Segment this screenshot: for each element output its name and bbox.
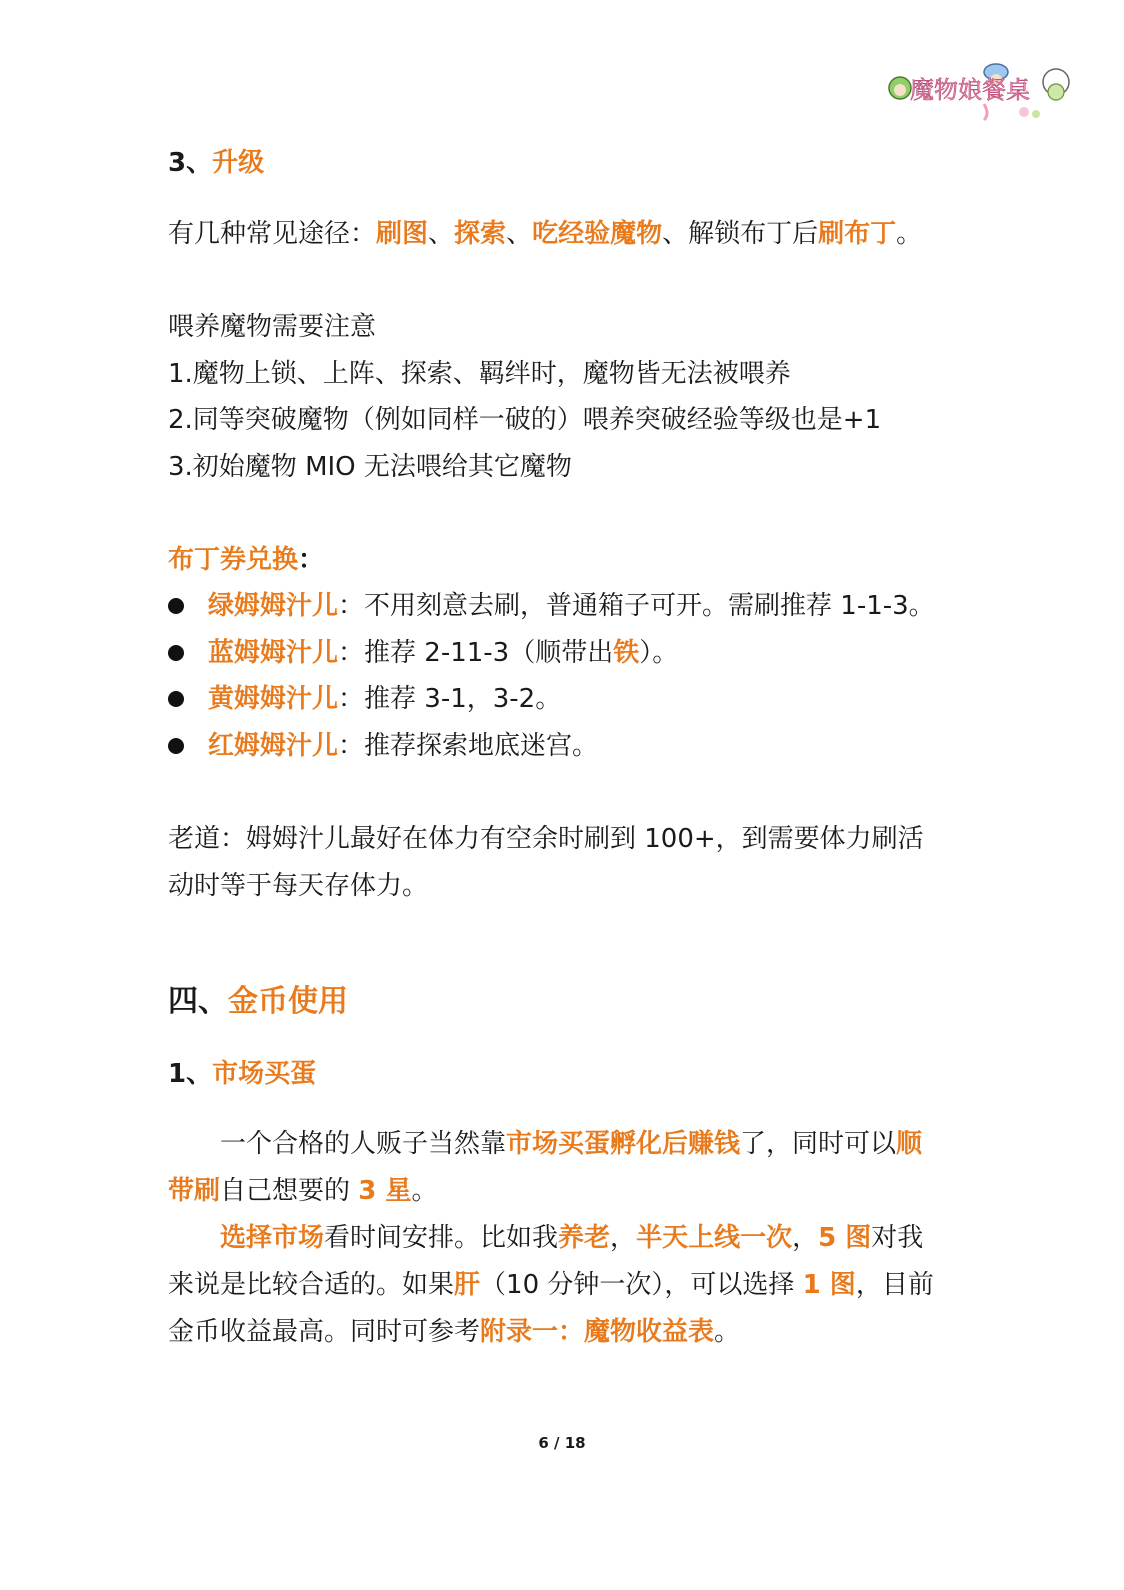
paragraph-line xyxy=(168,1315,740,1349)
list-item xyxy=(208,729,598,763)
tip-line: 动时等于每天存体力。 xyxy=(168,871,429,901)
highlight: 带刷 xyxy=(168,1176,221,1206)
highlight: 蓝姆姆汁儿 xyxy=(208,638,339,668)
paragraph-line xyxy=(168,1268,934,1302)
feeding-item: 3.初始魔物 MIO 无法喂给其它魔物 xyxy=(168,452,572,482)
feeding-title: 喂养魔物需要注意 xyxy=(168,312,377,342)
text: ，目前 xyxy=(855,1270,934,1300)
bullet-icon xyxy=(168,691,184,707)
highlight: 刷图 xyxy=(376,219,429,249)
feeding-item: 2.同等突破魔物（例如同样一破的）喂养突破经验等级也是+1 xyxy=(168,405,882,435)
highlight: 布丁券兑换 xyxy=(168,545,299,575)
text: ， xyxy=(610,1223,637,1253)
text: 自己想要的 xyxy=(220,1176,359,1206)
game-logo-with-chibi-characters-icon xyxy=(884,52,1074,124)
text: 来说是比较合适的。如果 xyxy=(168,1270,455,1300)
page-number: 6 / 18 xyxy=(538,1434,586,1452)
heading-title: 市场买蛋 xyxy=(212,1059,317,1089)
highlight: 5 图 xyxy=(818,1223,872,1253)
highlight: 1 图 xyxy=(802,1270,856,1300)
paragraph-line xyxy=(220,1127,922,1161)
heading-number: 1、 xyxy=(168,1059,213,1089)
text: 金币收益最高。同时可参考 xyxy=(168,1317,481,1347)
text: 对我 xyxy=(871,1223,924,1253)
list-item xyxy=(208,682,561,716)
highlight: 半天上线一次 xyxy=(636,1223,793,1253)
heading-title: 升级 xyxy=(212,148,265,178)
text: 、解锁布丁后 xyxy=(662,219,819,249)
text: 一个合格的人贩子当然靠 xyxy=(220,1129,507,1159)
text: 有几种常见途径： xyxy=(168,219,377,249)
highlight: 探索 xyxy=(454,219,507,249)
highlight: 选择市场 xyxy=(220,1223,325,1253)
text: ）。 xyxy=(639,638,679,668)
text: ：不用刻意去刷，普通箱子可开。需刷推荐 1-1-3。 xyxy=(338,591,935,621)
highlight: 吃经验魔物 xyxy=(532,219,663,249)
highlight: 顺 xyxy=(896,1129,923,1159)
highlight: 附录一：魔物收益表 xyxy=(480,1317,715,1347)
text: 。 xyxy=(411,1176,438,1206)
text: 、 xyxy=(428,219,455,249)
text: ：推荐 2-11-3（顺带出 xyxy=(338,638,614,668)
heading-number: 3、 xyxy=(168,148,213,178)
feeding-item: 1.魔物上锁、上阵、探索、羁绊时，魔物皆无法被喂养 xyxy=(168,359,791,389)
bullet-icon xyxy=(168,598,184,614)
bullet-icon xyxy=(168,645,184,661)
section-heading-upgrade xyxy=(168,146,264,180)
text: 。 xyxy=(714,1317,741,1347)
text: ， xyxy=(792,1223,819,1253)
paragraph-line xyxy=(168,1174,437,1208)
text: ：推荐探索地底迷宫。 xyxy=(338,731,599,761)
highlight: 养老 xyxy=(558,1223,611,1253)
pudding-title xyxy=(168,543,324,577)
text: 了，同时可以 xyxy=(740,1129,897,1159)
highlight: 黄姆姆汁儿 xyxy=(208,684,339,714)
highlight: 肝 xyxy=(454,1270,481,1300)
highlight: 刷布丁 xyxy=(818,219,897,249)
text: 看时间安排。比如我 xyxy=(324,1223,559,1253)
highlight: 铁 xyxy=(613,638,640,668)
highlight: 3 星 xyxy=(358,1176,412,1206)
text: 、 xyxy=(506,219,533,249)
heading-number: 四、 xyxy=(168,984,228,1019)
highlight: 红姆姆汁儿 xyxy=(208,731,339,761)
logo-text: 魔物娘餐桌 xyxy=(910,76,1030,104)
heading-title: 金币使用 xyxy=(228,984,348,1019)
highlight: 绿姆姆汁儿 xyxy=(208,591,339,621)
list-item xyxy=(208,636,678,670)
paragraph-line xyxy=(220,1221,923,1255)
bullet-icon xyxy=(168,738,184,754)
text: （10 分钟一次），可以选择 xyxy=(480,1270,803,1300)
text: ：推荐 3-1，3-2。 xyxy=(338,684,562,714)
highlight: 市场买蛋孵化后赚钱 xyxy=(506,1129,741,1159)
upgrade-intro xyxy=(168,217,922,251)
list-item xyxy=(208,589,935,623)
text: 。 xyxy=(896,219,923,249)
section-heading-gold xyxy=(168,983,348,1021)
game-logo xyxy=(884,52,1074,124)
subsection-heading-market xyxy=(168,1057,316,1091)
tip-line: 老道：姆姆汁儿最好在体力有空余时刷到 100+，到需要体力刷活 xyxy=(168,824,924,854)
text: ： xyxy=(298,545,325,575)
